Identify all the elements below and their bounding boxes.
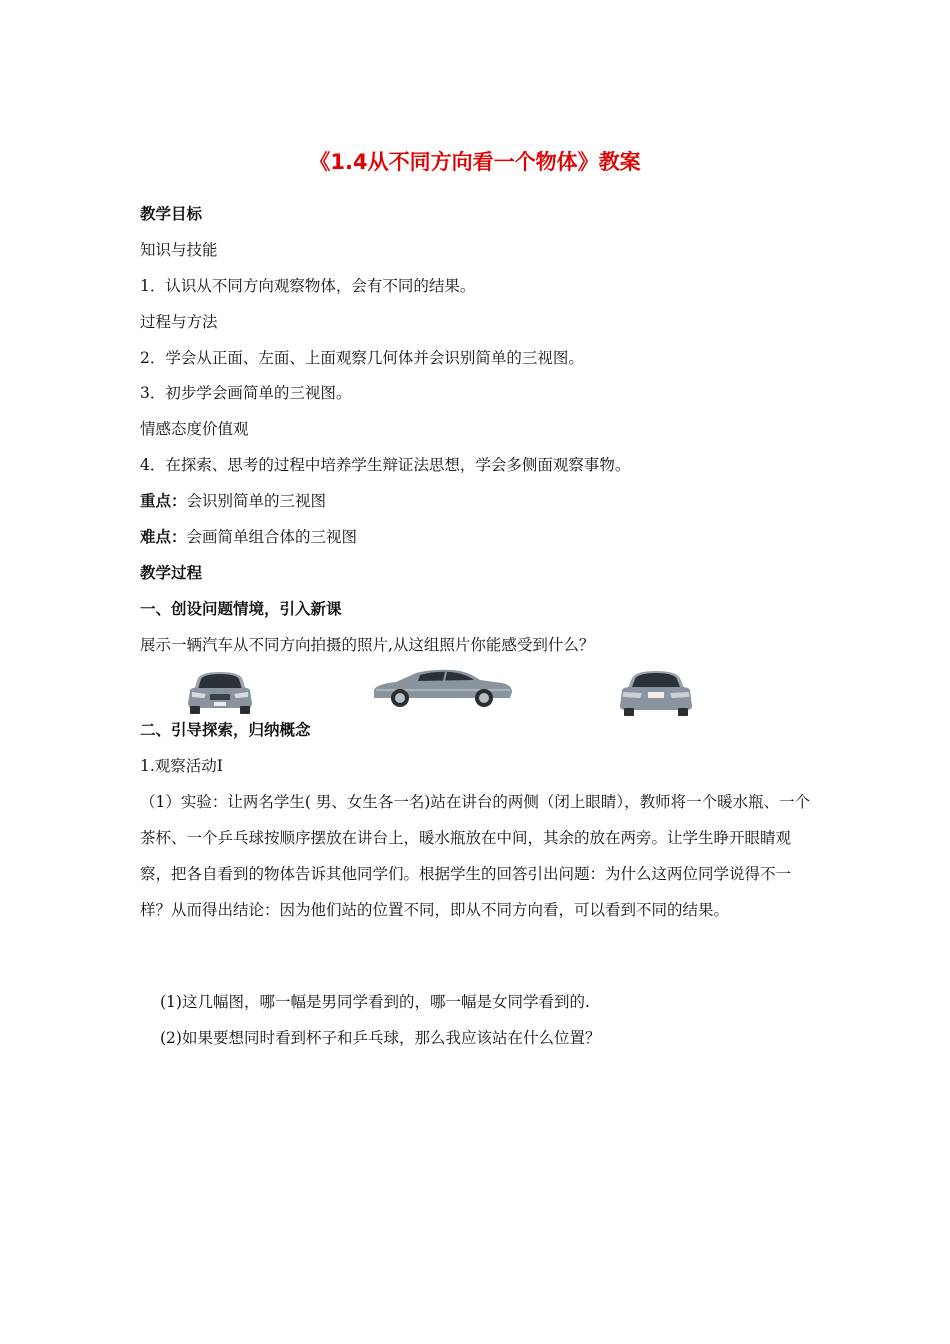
difficulty-label: 难点： bbox=[140, 528, 187, 546]
goals-heading: 教学目标 bbox=[140, 205, 203, 223]
goal-4: 4．在探索、思考的过程中培养学生辩证法思想，学会多侧面观察事物。 bbox=[140, 456, 631, 474]
difficulty-point bbox=[140, 525, 357, 547]
emotion-heading: 情感态度价值观 bbox=[140, 420, 249, 438]
section-1-text: 展示一辆汽车从不同方向拍摄的照片,从这组照片你能感受到什么？ bbox=[140, 636, 595, 654]
experiment-paragraph: （1）实验：让两名学生( 男、女生各一名)站在讲台的两侧（闭上眼睛），教师将一个暖水瓶、一个茶杯、一个乒乓球按顺序摆放在讲台上，暖水瓶放在中间，其余的放在两旁。让学生睁开眼睛观察，把各自看到的物体告诉其他同学们。根据学生的回答引出问题：为什么这两位同学说得不一样？从而得出结论：因为他们站的位置不同，即从不同方向看，可以看到不同的结果。 bbox=[140, 793, 811, 919]
question-1: (1)这几幅图，哪一幅是男同学看到的，哪一幅是女同学看到的. bbox=[160, 993, 590, 1011]
key-text: 会识别简单的三视图 bbox=[186, 492, 327, 510]
process-title: 教学过程 bbox=[140, 564, 203, 582]
activity-1: 1.观察活动Ⅰ bbox=[140, 757, 223, 775]
section-2-heading: 二、引导探索，归纳概念 bbox=[140, 721, 311, 739]
car-front-image bbox=[186, 670, 254, 716]
process-method-heading: 过程与方法 bbox=[140, 313, 218, 331]
key-label: 重点： bbox=[140, 492, 187, 510]
goal-3: 3．初步学会画简单的三视图。 bbox=[140, 384, 352, 402]
goal-1: 1．认识从不同方向观察物体，会有不同的结果。 bbox=[140, 277, 476, 295]
knowledge-heading: 知识与技能 bbox=[140, 241, 218, 259]
document-title: 《1.4从不同方向看一个物体》教案 bbox=[309, 150, 641, 174]
car-side-image bbox=[370, 668, 514, 708]
section-1-heading: 一、创设问题情境，引入新课 bbox=[140, 600, 342, 618]
car-rear-image bbox=[618, 668, 694, 718]
goal-2: 2．学会从正面、左面、上面观察几何体并会识别简单的三视图。 bbox=[140, 349, 584, 367]
difficulty-text: 会画简单组合体的三视图 bbox=[186, 528, 358, 546]
key-point bbox=[140, 489, 326, 511]
question-2: (2)如果要想同时看到杯子和乒乓球，那么我应该站在什么位置？ bbox=[160, 1029, 601, 1047]
